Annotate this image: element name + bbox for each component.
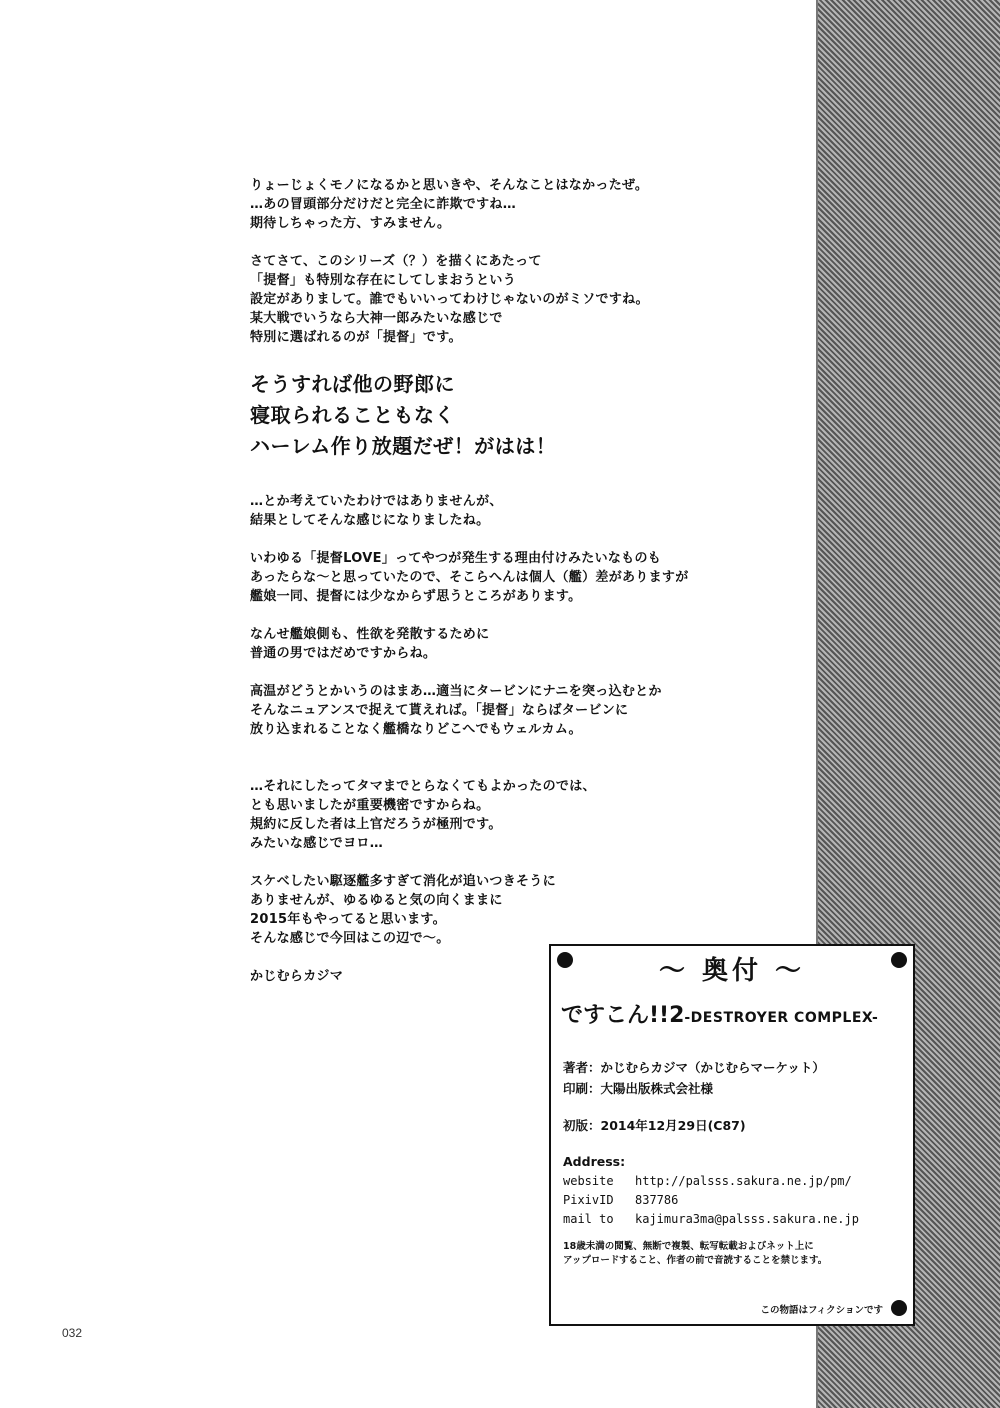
notice-line: 18歳未満の閲覧、無断で複製、転写転載およびネット上に [563, 1241, 814, 1252]
pixiv-id: 837786 [635, 1193, 679, 1207]
text-line: …あの冒頭部分だけだと完全に詐欺ですね… [250, 197, 517, 212]
colophon-heading: 〜 奥付 〜 [658, 956, 806, 986]
text-line: とも思いましたが重要機密ですからね。 [250, 798, 490, 813]
afterword-paragraph-5 [250, 625, 810, 663]
afterword-paragraph-2 [250, 252, 810, 347]
emphasis-line: そうすれば他の野郎に [250, 372, 455, 396]
text-line: 艦娘一同、提督には少なからず思うところがあります。 [250, 589, 582, 604]
afterword-paragraph-6 [250, 682, 810, 739]
text-line: 結果としてそんな感じになりましたね。 [250, 513, 490, 528]
website-row [563, 1174, 852, 1188]
afterword-paragraph-4 [250, 549, 810, 606]
text-line: いわゆる「提督LOVE」ってやつが発生する理由付けみたいなものも [250, 551, 662, 566]
text-line: 高温がどうとかいうのはまあ…適当にタービンにナニを突っ込むとか [250, 684, 662, 699]
text-line: …それにしたってタマまでとらなくてもよかったのでは、 [250, 779, 596, 794]
colophon-box [549, 944, 915, 1326]
fiction-notice: この物語はフィクションです [760, 1305, 883, 1316]
mail-row [563, 1212, 859, 1226]
website-label: website [563, 1174, 614, 1188]
text-line: みたいな感じでヨロ… [250, 836, 384, 851]
emphasis-line: 寝取られることもなく [250, 403, 455, 427]
afterword [250, 176, 810, 986]
text-line: 普通の男ではだめですからね。 [250, 646, 437, 661]
afterword-paragraph-7 [250, 777, 810, 853]
notice-line: アップロードすること、作者の前で音読することを禁じます。 [563, 1255, 828, 1266]
pixiv-label: PixivID [563, 1193, 614, 1207]
text-line: そんな感じで今回はこの辺で〜。 [250, 931, 450, 946]
corner-dot-icon [891, 1300, 907, 1316]
text-line: ありませんが、ゆるゆると気の向くままに [250, 893, 503, 908]
text-line: なんせ艦娘側も、性欲を発散するために [250, 627, 490, 642]
text-line: スケベしたい駆逐艦多すぎて消化が追いつきそうに [250, 874, 556, 889]
mail-label: mail to [563, 1212, 614, 1226]
afterword-paragraph-1 [250, 176, 810, 233]
author-credit: 著者：かじむらカジマ（かじむらマーケット） [563, 1060, 825, 1075]
afterword-paragraph-8 [250, 872, 810, 948]
text-line: 規約に反した者は上官だろうが極刑です。 [250, 817, 502, 832]
afterword-paragraph-3 [250, 492, 810, 530]
author-signature: かじむらカジマ [250, 969, 344, 984]
text-line: 期待しちゃった方、すみません。 [250, 216, 451, 231]
text-line: りょーじょくモノになるかと思いきや、そんなことはなかったぜ。 [250, 178, 649, 193]
pixiv-row [563, 1193, 678, 1207]
website-link[interactable]: http://palsss.sakura.ne.jp/pm/ [635, 1174, 852, 1188]
page-number: 032 [62, 1326, 83, 1340]
first-edition: 初版：2014年12月29日(C87) [563, 1118, 746, 1133]
book-subtitle: -DESTROYER COMPLEX- [684, 1010, 879, 1026]
printer-credit: 印刷：大陽出版株式会社様 [563, 1081, 714, 1096]
text-line: 2015年もやってると思います。 [250, 912, 446, 927]
mail-link[interactable]: kajimura3ma@palsss.sakura.ne.jp [635, 1212, 859, 1226]
text-line: あったらな〜と思っていたので、そこらへんは個人（艦）差がありますが [250, 570, 689, 585]
text-line: 特別に選ばれるのが「提督」です。 [250, 330, 462, 345]
text-line: …とか考えていたわけではありませんが、 [250, 494, 503, 509]
text-line: 放り込まれることなく艦橋なりどこへでもウェルカム。 [250, 722, 582, 737]
text-line: 「提督」も特別な存在にしてしまおうという [250, 273, 517, 288]
text-line: 設定がありまして。誰でもいいってわけじゃないのがミソですね。 [250, 292, 649, 307]
address-heading: Address: [563, 1154, 626, 1169]
emphasis-line: ハーレム作り放題だぜ！がはは！ [250, 434, 557, 458]
text-line: さてさて、このシリーズ（？）を描くにあたって [250, 254, 542, 269]
book-title-main: ですこん!!2 [561, 1003, 685, 1028]
text-line: 某大戦でいうなら大神一郎みたいな感じで [250, 311, 503, 326]
afterword-emphasis [250, 369, 810, 462]
book-title [561, 998, 878, 1029]
text-line: そんなニュアンスで捉えて貰えれば。「提督」ならばタービンに [250, 703, 629, 718]
